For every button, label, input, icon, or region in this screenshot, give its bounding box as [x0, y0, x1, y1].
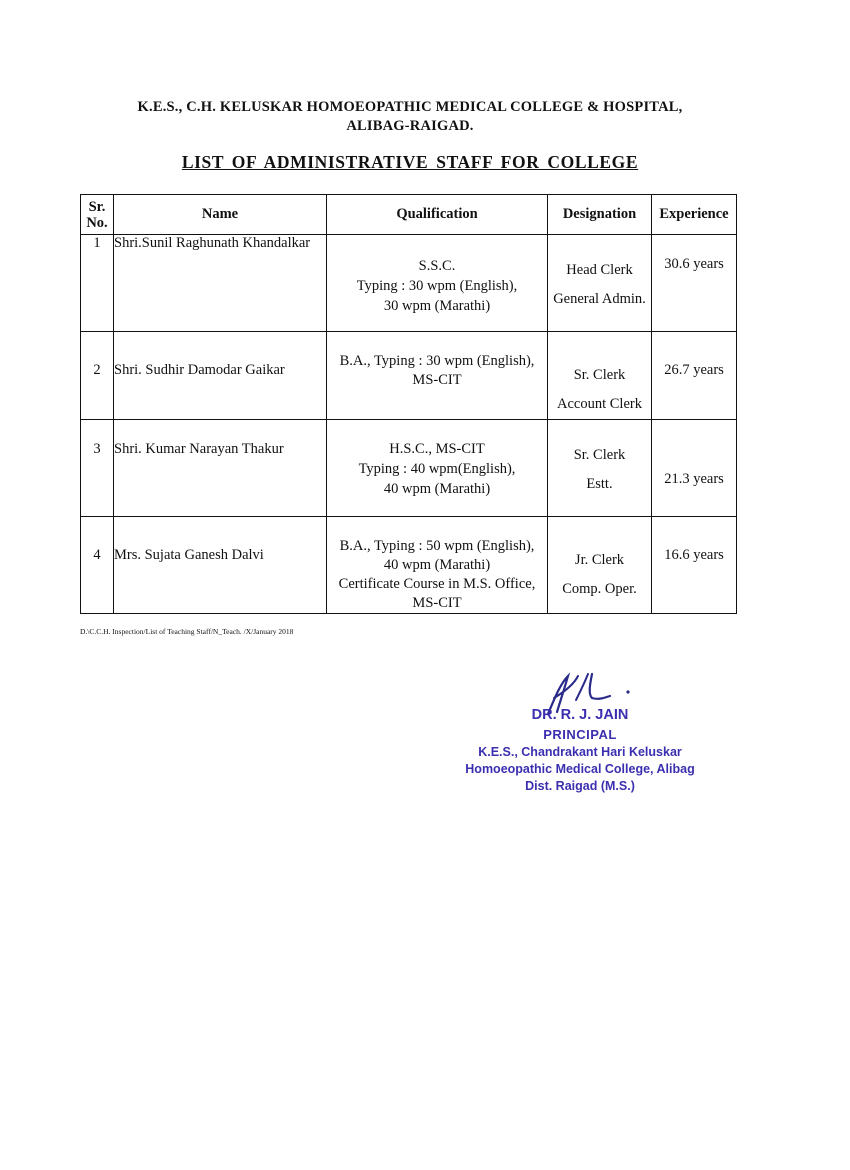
document-reference: D.\C.C.H. Inspection/List of Teaching Staff/N_Teach. /X/January 2018 — [80, 627, 294, 636]
staff-experience: 30.6 years — [652, 235, 737, 332]
table-header-row — [81, 195, 737, 235]
staff-qualification: B.A., Typing : 30 wpm (English), MS-CIT — [327, 332, 548, 420]
staff-experience: 26.7 years — [652, 332, 737, 420]
header-designation: Designation — [548, 195, 652, 235]
college-name-line2: ALIBAG-RAIGAD. — [346, 118, 474, 134]
staff-designation: Jr. Clerk Comp. Oper. — [548, 517, 652, 614]
stamp-line2: Homoeopathic Medical College, Alibag — [465, 762, 695, 776]
table-row — [81, 420, 737, 517]
staff-name: Mrs. Sujata Ganesh Dalvi — [114, 517, 327, 614]
stamp-line3: Dist. Raigad (M.S.) — [525, 779, 635, 793]
staff-name: Shri. Kumar Narayan Thakur — [114, 420, 327, 517]
table-row — [81, 235, 737, 332]
staff-designation: Sr. Clerk Estt. — [548, 420, 652, 517]
header-qualification: Qualification — [327, 195, 548, 235]
staff-name: Shri. Sudhir Damodar Gaikar — [114, 332, 327, 420]
header-experience: Experience — [652, 195, 737, 235]
staff-experience: 21.3 years — [652, 420, 737, 517]
row-number: 2 — [81, 332, 114, 420]
staff-designation: Sr. Clerk Account Clerk — [548, 332, 652, 420]
stamp-role: PRINCIPAL — [543, 727, 617, 742]
table-row — [81, 517, 737, 614]
stamp-line1: K.E.S., Chandrakant Hari Keluskar — [478, 745, 682, 759]
staff-qualification: H.S.C., MS-CIT Typing : 40 wpm(English), 40 wpm (Marathi) — [327, 420, 548, 517]
stamp-name: DR. R. J. JAIN — [531, 707, 629, 723]
header-name: Name — [114, 195, 327, 235]
staff-qualification: S.S.C. Typing : 30 wpm (English), 30 wpm (Marathi) — [327, 235, 548, 332]
document-title: LIST OF ADMINISTRATIVE STAFF FOR COLLEGE — [181, 152, 639, 172]
staff-experience: 16.6 years — [652, 517, 737, 614]
staff-designation: Head Clerk General Admin. — [548, 235, 652, 332]
row-number: 4 — [81, 517, 114, 614]
staff-name: Shri.Sunil Raghunath Khandalkar — [114, 235, 327, 332]
staff-qualification: B.A., Typing : 50 wpm (English), 40 wpm (Marathi) Certificate Course in M.S. Office, MS-CIT — [327, 517, 548, 614]
college-name-line1: K.E.S., C.H. KELUSKAR HOMOEOPATHIC MEDICAL COLLEGE & HOSPITAL, — [137, 99, 683, 115]
staff-table — [80, 194, 737, 614]
row-number: 1 — [81, 235, 114, 332]
table-row — [81, 332, 737, 420]
row-number: 3 — [81, 420, 114, 517]
header-sr-no: Sr. No. — [81, 195, 114, 235]
